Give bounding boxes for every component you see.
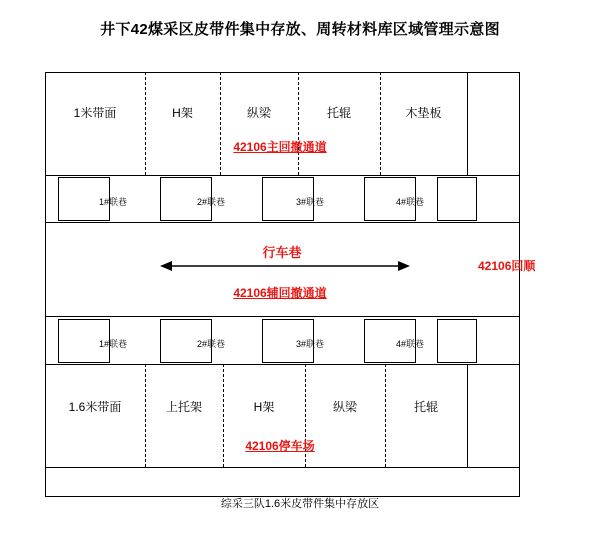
annotation-main-return: 42106主回撤通道: [233, 140, 327, 154]
upper-lane-label-0: 1#联巷: [98, 197, 127, 207]
lower-lane-label-2: 3#联巷: [295, 339, 324, 349]
right-inner-vertical-top: [467, 72, 468, 175]
divider-lower-lane-band: [45, 364, 520, 365]
bottom-cell-1: 上托架: [165, 400, 202, 414]
divider-top-band: [45, 175, 520, 176]
upper-lane-label-2: 3#联巷: [295, 197, 324, 207]
bottom-caption: 综采三队1.6米皮带件集中存放区: [220, 498, 380, 510]
top-cell-2: 纵梁: [246, 106, 271, 120]
lower-lane-label-3: 4#联巷: [395, 339, 424, 349]
lower-lane-label-1: 2#联巷: [196, 339, 225, 349]
top-col-divider-1: [145, 72, 146, 175]
annotation-traffic-lane: 行车巷: [262, 245, 302, 260]
divider-traffic-lane: [45, 316, 520, 317]
top-cell-4: 木垫板: [405, 106, 442, 120]
annotation-parking: 42106停车场: [245, 439, 315, 453]
lower-lane-label-0: 1#联巷: [98, 339, 127, 349]
upper-lane-box-4: [437, 177, 477, 221]
top-cell-1: H架: [172, 106, 193, 120]
bottom-cell-2: H架: [253, 400, 275, 414]
lower-lane-box-4: [437, 319, 477, 363]
bottom-col-divider-4: [385, 364, 386, 467]
bottom-cell-3: 纵梁: [332, 400, 357, 414]
page-title: 井下42煤采区皮带件集中存放、周转材料库区域管理示意图: [100, 21, 500, 38]
top-col-divider-4: [380, 72, 381, 175]
top-col-divider-2: [220, 72, 221, 175]
divider-bottom-band: [45, 467, 520, 468]
upper-lane-label-1: 2#联巷: [196, 197, 225, 207]
upper-lane-label-3: 4#联巷: [395, 197, 424, 207]
divider-upper-lane-band: [45, 222, 520, 223]
top-col-divider-3: [298, 72, 299, 175]
top-cell-0: 1米带面: [73, 106, 117, 120]
right-inner-vertical-bottom: [467, 364, 468, 467]
bottom-cell-4: 托辊: [413, 400, 438, 414]
double-arrow-icon: [160, 258, 410, 274]
bottom-col-divider-1: [145, 364, 146, 467]
bottom-cell-0: 1.6米带面: [68, 400, 122, 414]
annotation-right-side: 42106回顺: [478, 259, 536, 273]
annotation-aux-return: 42106辅回撤通道: [233, 286, 327, 300]
top-cell-3: 托辊: [326, 106, 351, 120]
